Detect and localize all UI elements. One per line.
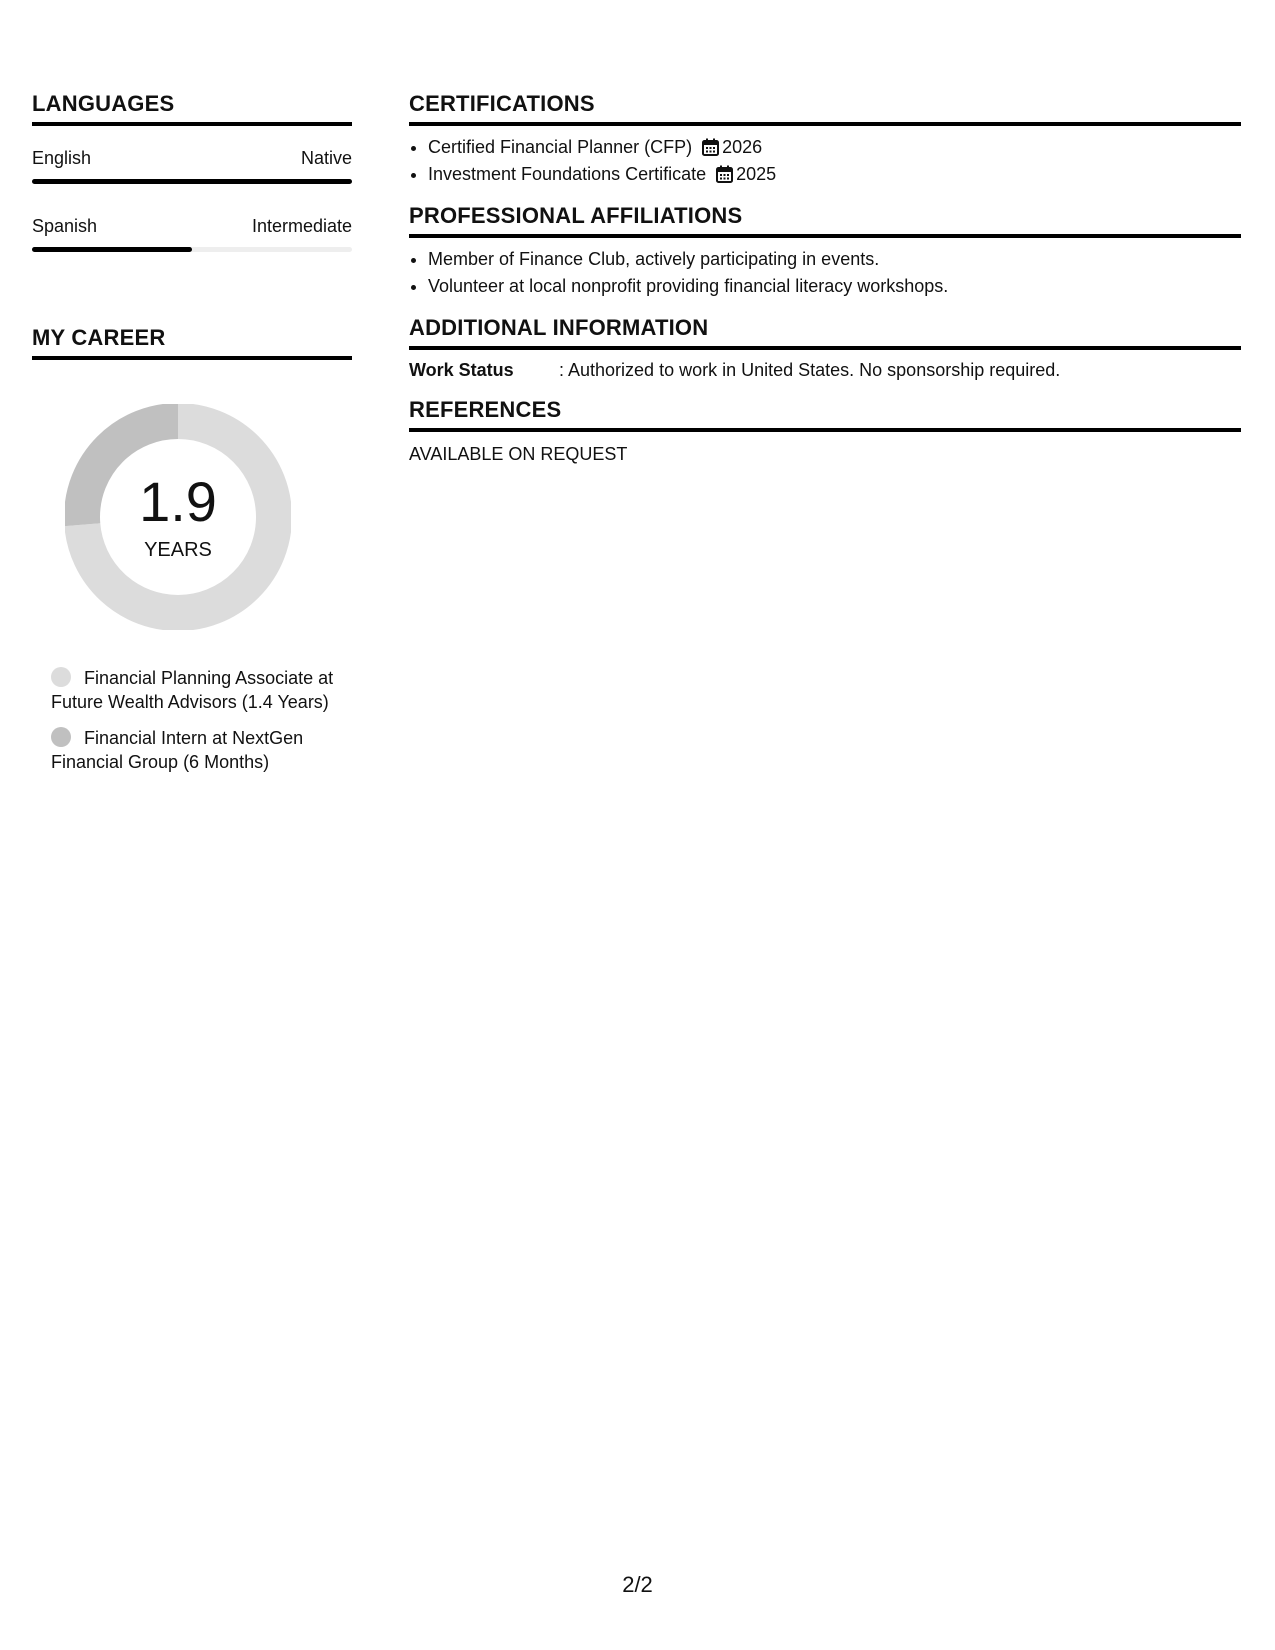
references-heading: REFERENCES xyxy=(409,396,1241,432)
certification-name: Certified Financial Planner (CFP) xyxy=(428,137,693,157)
certification-item xyxy=(428,134,1241,161)
language-item xyxy=(32,146,352,184)
legend-dot xyxy=(51,667,71,687)
career-role-label: Financial Intern at NextGen Financial Group (6 Months) xyxy=(51,728,304,772)
career-legend-item xyxy=(51,726,335,774)
affiliation-item: • Volunteer at local nonprofit providing financial literacy workshops. xyxy=(428,273,1241,300)
career-legend-item xyxy=(51,666,335,714)
career-legend xyxy=(51,666,335,774)
career-total-unit: YEARS xyxy=(144,539,212,561)
language-bar xyxy=(32,179,352,184)
page-number: 2/2 xyxy=(622,1572,653,1597)
language-level: Intermediate xyxy=(251,216,352,236)
affiliations-heading: PROFESSIONAL AFFILIATIONS xyxy=(409,202,1241,238)
language-level: Native xyxy=(300,148,352,168)
language-item xyxy=(32,214,352,252)
calendar-icon xyxy=(716,165,733,183)
language-bar xyxy=(32,247,352,252)
career-total-years: 1.9 xyxy=(139,470,217,533)
certification-year: 2025 xyxy=(736,164,777,184)
certification-item xyxy=(428,161,1241,188)
career-heading: MY CAREER xyxy=(32,324,352,360)
language-bar-fill xyxy=(32,179,352,184)
career-donut-chart xyxy=(65,404,291,630)
work-status-label: Work Status xyxy=(409,360,514,380)
language-name: Spanish xyxy=(32,216,98,236)
certification-name: Investment Foundations Certificate xyxy=(428,164,707,184)
languages-heading: LANGUAGES xyxy=(32,90,352,126)
certifications-heading: CERTIFICATIONS xyxy=(409,90,1241,126)
affiliations-list xyxy=(409,246,1241,300)
right-column xyxy=(409,90,1241,466)
work-status-row xyxy=(409,358,1241,382)
language-bar-fill xyxy=(32,247,192,252)
language-name: English xyxy=(32,148,92,168)
affiliation-item: • Member of Finance Club, actively participating in events. xyxy=(428,246,1241,273)
calendar-icon xyxy=(702,138,719,156)
career-role-label: Financial Planning Associate at Future Wealth Advisors (1.4 Years) xyxy=(51,668,334,712)
certification-year: 2026 xyxy=(722,137,763,157)
references-text: AVAILABLE ON REQUEST xyxy=(409,444,628,464)
work-status-value: : Authorized to work in United States. No sponsorship required. xyxy=(559,360,1061,380)
left-column xyxy=(32,90,352,786)
legend-dot xyxy=(51,727,71,747)
certifications-list xyxy=(409,134,1241,188)
additional-info-heading: ADDITIONAL INFORMATION xyxy=(409,314,1241,350)
